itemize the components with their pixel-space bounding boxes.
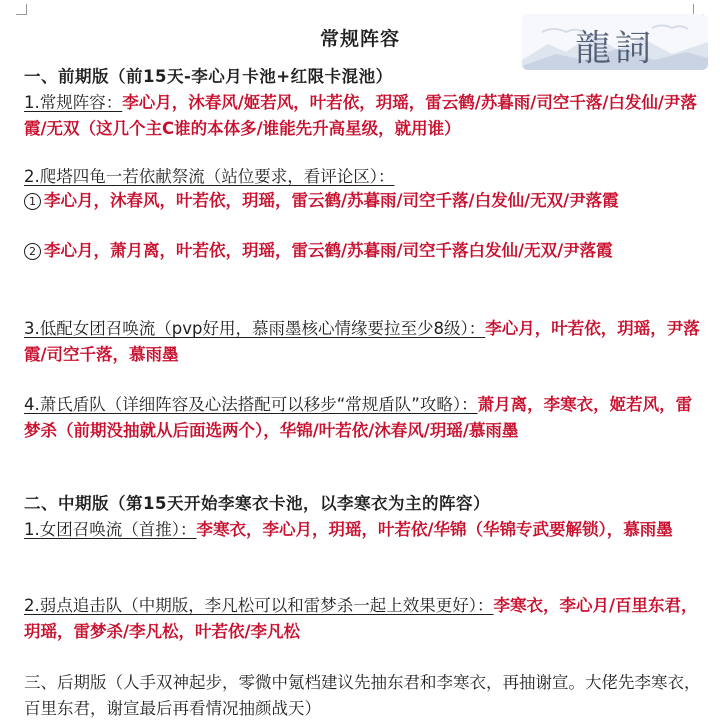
early-item-1 (24, 90, 702, 141)
early-item-2-option-2 (24, 238, 702, 264)
section-heading-late: 三、后期版（人手双神起步，零微中氪档建议先抽东君和李寒衣，再抽谢宣。大佬先李寒衣，百里东君，谢宣最后再看情况抽颜战天） (24, 673, 701, 718)
item-label: 4.萧氏盾队（详细阵容及心法搭配可以移步“常规盾队”攻略）： (24, 395, 478, 414)
lineup-text: 慕雨墨 (623, 520, 673, 539)
circled-number: 1 (24, 193, 41, 210)
lineup-text: 李寒衣，李心月/百里东君，玥瑶，雷梦杀/李凡松，叶若依/李凡松 (24, 596, 698, 641)
circled-number: 2 (24, 243, 41, 260)
note-text: （华锦专武要解锁）， (466, 520, 624, 539)
lineup-text: 李心月，沐春风，叶若依，玥瑶，雷云鹤/苏暮雨/司空千落/白发仙/无双/尹落霞 (44, 191, 619, 210)
early-item-2-option-1 (24, 188, 702, 214)
item-label: 3.低配女团召唤流（pvp好用，慕雨墨核心情缘要拉至少8级）： (24, 319, 486, 338)
lineup-text: 萧月离，李寒衣，姬若风，雷梦杀 (24, 395, 693, 440)
early-item-2-label: 2.爬塔四龟一若依献祭流（站位要求，看评论区）： (24, 167, 395, 186)
lineup-text: 李心月，沐春风/姬若风，叶若依，玥瑶，雷云鹤/苏暮雨/司空千落/白发仙/尹落霞/无双 (24, 93, 697, 138)
page-corner-mark (16, 4, 27, 15)
lineup-text: 华锦/叶若依/沐春风/玥瑶/慕雨墨 (279, 420, 519, 440)
early-item-4 (24, 392, 702, 443)
section-heading-mid: 二、中期版（第15天开始李寒衣卡池，以李寒衣为主的阵容） (24, 494, 490, 513)
note-text: （前期没抽就从后面选两个）， (57, 420, 280, 440)
lineup-text: 李寒衣，李心月，玥瑶，叶若依/华锦 (196, 520, 467, 539)
lineup-text: 李心月，叶若依，玥瑶，尹落霞/司空千落，慕雨墨 (24, 319, 700, 364)
early-item-3 (24, 316, 702, 367)
watermark-logo (522, 14, 708, 70)
page-title: 常规阵容 (319, 28, 400, 50)
mid-item-1 (24, 517, 702, 543)
mid-item-2 (24, 593, 702, 644)
note-text: （这几个主C谁的本体多/谁能先升高星级，就用谁） (79, 118, 461, 138)
section-heading-early: 一、前期版（前15天-李心月卡池+红限卡混池） (24, 67, 393, 86)
item-label: 1.常规阵容： (24, 93, 123, 112)
lineup-text: 李心月，萧月离，叶若依，玥瑶，雷云鹤/苏暮雨/司空千落白发仙/无双/尹落霞 (44, 241, 613, 260)
logo-text: 龍詞 (574, 28, 655, 69)
item-label: 1.女团召唤流（首推）： (24, 520, 197, 539)
item-label: 2.弱点追击队（中期版，李凡松可以和雷梦杀一起上效果更好）： (24, 596, 494, 615)
